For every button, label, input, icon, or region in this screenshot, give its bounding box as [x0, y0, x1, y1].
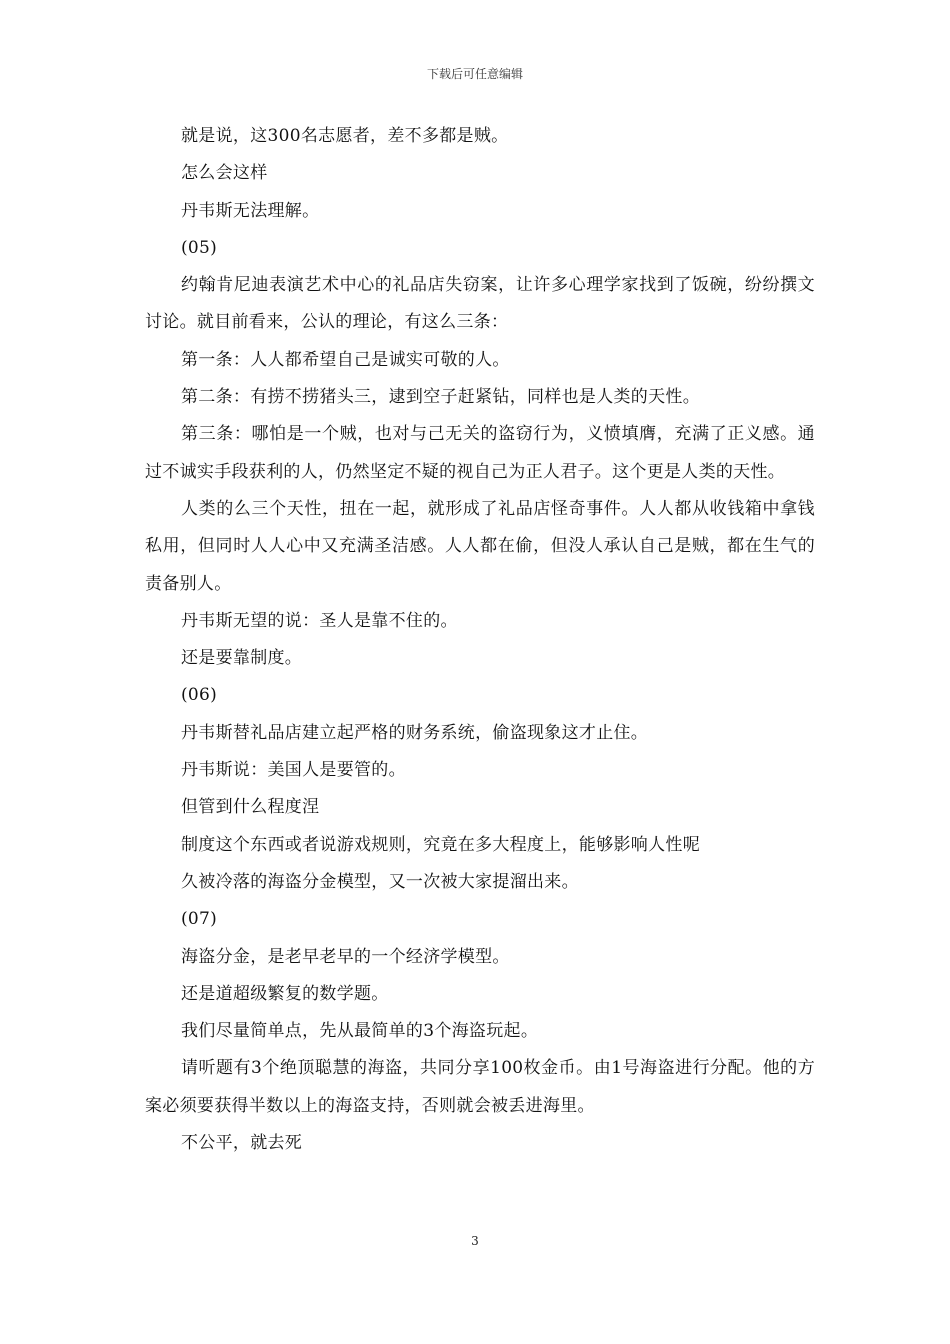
page-header: 下载后可任意编辑: [426, 67, 523, 81]
paragraph: 还是道超级繁复的数学题。: [181, 983, 389, 1004]
paragraph: 怎么会这样: [181, 163, 268, 184]
paragraph: 制度这个东西或者说游戏规则，究竟在多大程度上，能够影响人性呢: [181, 834, 700, 855]
paragraph: 丹韦斯无望的说：圣人是靠不住的。: [181, 610, 458, 631]
paragraph: 就是说，这300名志愿者，差不多都是贼。: [181, 126, 509, 146]
paragraph: 但管到什么程度涅: [181, 797, 320, 818]
paragraph: 第一条：人人都希望自己是诚实可敬的人。: [181, 349, 510, 370]
paragraph: 丹韦斯替礼品店建立起严格的财务系统，偷盗现象这才止住。: [181, 722, 649, 743]
paragraph: 还是要靠制度。: [181, 648, 303, 669]
paragraph: 丹韦斯无法理解。: [181, 200, 320, 221]
document-body: [145, 118, 815, 1162]
paragraph: 第三条：哪怕是一个贼，也对与己无关的盗窃行为，义愤填膺，充满了正义感。通过不诚实手段获利的人，仍然坚定不疑的视自己为正人君子。这个更是人类的天性。: [145, 424, 815, 482]
paragraph: 请听题有3个绝顶聪慧的海盗，共同分享100枚金币。由1号海盗进行分配。他的方案必须要获得半数以上的海盗支持，否则就会被丢进海里。: [145, 1058, 815, 1116]
paragraph: 人类的么三个天性，扭在一起，就形成了礼品店怪奇事件。人人都从收钱箱中拿钱私用，但同时人人心中又充满圣洁感。人人都在偷，但没人承认自己是贼，都在生气的责备别人。: [145, 498, 815, 594]
paragraph: 久被冷落的海盗分金模型，又一次被大家提溜出来。: [181, 871, 579, 892]
paragraph: 约翰肯尼迪表演艺术中心的礼品店失窃案，让许多心理学家找到了饭碗，纷纷撰文讨论。就目前看来，公认的理论，有这么三条：: [145, 275, 815, 333]
section-number: (06): [181, 685, 218, 706]
page-number: 3: [471, 1234, 479, 1248]
section-number: (05): [181, 237, 218, 258]
paragraph: 不公平，就去死: [181, 1133, 303, 1154]
paragraph: 第二条：有捞不捞猪头三，逮到空子赶紧钻，同样也是人类的天性。: [181, 387, 700, 408]
paragraph: 丹韦斯说：美国人是要管的。: [181, 760, 406, 781]
section-number: (07): [181, 909, 218, 930]
paragraph: 海盗分金，是老早老早的一个经济学模型。: [181, 946, 510, 967]
paragraph: 我们尽量简单点，先从最简单的3个海盗玩起。: [181, 1021, 539, 1042]
